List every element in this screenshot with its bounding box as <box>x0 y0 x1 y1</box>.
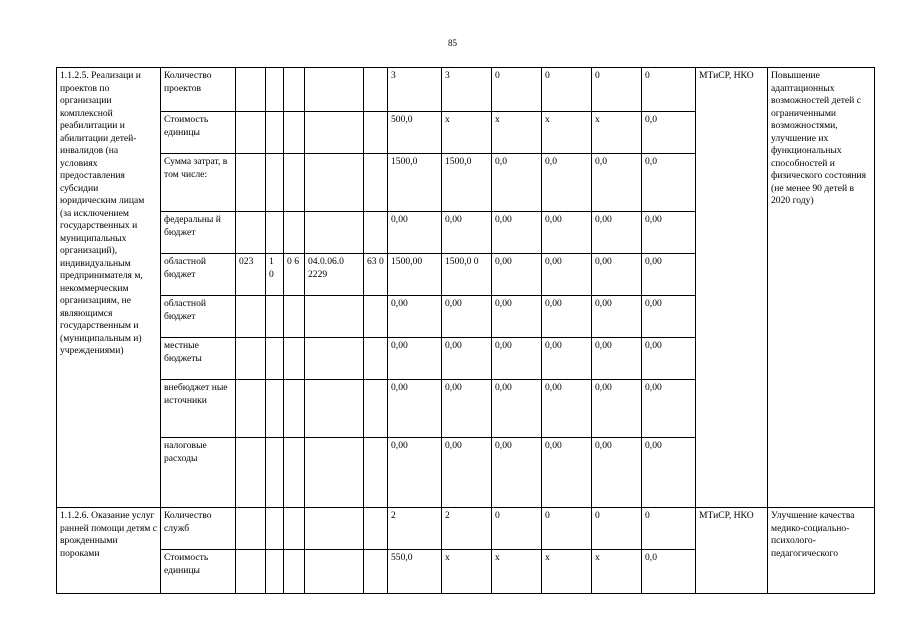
code-cell <box>305 338 364 380</box>
value-cell: 0 <box>592 508 642 550</box>
code-cell <box>266 380 284 438</box>
value-cell: 0,00 <box>592 438 642 508</box>
indicator-label: налоговые расходы <box>161 438 236 508</box>
code-cell <box>364 438 388 508</box>
value-cell: 0,00 <box>388 212 442 254</box>
value-cell: 0,00 <box>642 338 696 380</box>
indicator-label: Количество служб <box>161 508 236 550</box>
value-cell: x <box>542 112 592 154</box>
code-cell: 04.0.06.0 2229 <box>305 254 364 296</box>
executor: МТиСР, НКО <box>696 508 768 594</box>
code-cell <box>266 550 284 594</box>
value-cell: 0,00 <box>642 438 696 508</box>
indicator-label: федеральны й бюджет <box>161 212 236 254</box>
value-cell: 0,00 <box>442 296 492 338</box>
code-cell <box>266 438 284 508</box>
value-cell: 0,00 <box>642 212 696 254</box>
value-cell: 0,00 <box>592 380 642 438</box>
code-cell <box>364 154 388 212</box>
value-cell: 1500,0 <box>442 154 492 212</box>
code-cell <box>236 112 266 154</box>
value-cell: 0,00 <box>442 380 492 438</box>
value-cell: 0,0 <box>642 112 696 154</box>
value-cell: 0,00 <box>592 254 642 296</box>
code-cell <box>236 212 266 254</box>
code-cell <box>284 508 305 550</box>
value-cell: 0 <box>642 68 696 112</box>
code-cell <box>284 212 305 254</box>
code-cell <box>266 508 284 550</box>
code-cell <box>236 550 266 594</box>
value-cell: 0,00 <box>592 212 642 254</box>
value-cell: 0,00 <box>542 212 592 254</box>
value-cell: 1500,00 <box>388 254 442 296</box>
value-cell: 0,00 <box>542 254 592 296</box>
code-cell <box>266 154 284 212</box>
code-cell <box>266 338 284 380</box>
value-cell: 0,0 <box>642 154 696 212</box>
value-cell: 0 <box>492 68 542 112</box>
value-cell: 0,00 <box>542 338 592 380</box>
code-cell: 63 0 <box>364 254 388 296</box>
table-row <box>57 68 875 112</box>
code-cell <box>305 508 364 550</box>
value-cell: 0,00 <box>492 380 542 438</box>
code-cell <box>305 68 364 112</box>
value-cell: 0 <box>592 68 642 112</box>
activity-title: 1.1.2.5. Реализаци и проектов по организации комплексной реабилитации и абилитации детей-инвалидов (на условиях предоставления субсидии юридическим лицам (за исключением государственных и муниципальных организаций), индивидуальным предпринимателя м, некоммерческим организациям, не являющимся государственным и (муниципальным и) учреждениями) <box>57 68 161 508</box>
code-cell: 0 6 <box>284 254 305 296</box>
code-cell <box>364 212 388 254</box>
code-cell <box>305 154 364 212</box>
code-cell <box>284 112 305 154</box>
value-cell: 0,00 <box>442 338 492 380</box>
value-cell: 0,00 <box>442 438 492 508</box>
program-activities-table <box>56 67 875 594</box>
value-cell: 0,00 <box>492 296 542 338</box>
code-cell <box>284 154 305 212</box>
value-cell: 0,00 <box>542 438 592 508</box>
activity-title: 1.1.2.6. Оказание услуг ранней помощи детям с врожденными пороками <box>57 508 161 594</box>
code-cell <box>364 550 388 594</box>
value-cell: 0,00 <box>388 380 442 438</box>
code-cell <box>266 68 284 112</box>
indicator-label: Сумма затрат, в том числе: <box>161 154 236 212</box>
value-cell: 0,00 <box>592 338 642 380</box>
code-cell <box>364 508 388 550</box>
indicator-label: Стоимость единицы <box>161 550 236 594</box>
value-cell: 0,00 <box>492 338 542 380</box>
value-cell: 0 <box>642 508 696 550</box>
code-cell <box>284 338 305 380</box>
code-cell <box>266 296 284 338</box>
code-cell <box>236 154 266 212</box>
code-cell <box>305 550 364 594</box>
code-cell <box>236 508 266 550</box>
value-cell: x <box>442 112 492 154</box>
expected-result: Улучшение качества медико-социально-психолого-педагогического <box>768 508 875 594</box>
value-cell: 0 <box>542 508 592 550</box>
value-cell: 0,00 <box>442 212 492 254</box>
code-cell <box>364 338 388 380</box>
code-cell <box>236 68 266 112</box>
value-cell: 0,00 <box>592 296 642 338</box>
indicator-label: Количество проектов <box>161 68 236 112</box>
code-cell <box>305 212 364 254</box>
value-cell: 0,0 <box>492 154 542 212</box>
value-cell: 3 <box>442 68 492 112</box>
value-cell: 0,00 <box>388 438 442 508</box>
value-cell: 0,00 <box>388 296 442 338</box>
value-cell: x <box>542 550 592 594</box>
code-cell <box>364 68 388 112</box>
code-cell <box>284 380 305 438</box>
value-cell: x <box>442 550 492 594</box>
page-number: 85 <box>448 38 457 48</box>
value-cell: 0,0 <box>592 154 642 212</box>
code-cell: 023 <box>236 254 266 296</box>
value-cell: 0,00 <box>388 338 442 380</box>
value-cell: 0,00 <box>642 380 696 438</box>
value-cell: 0,00 <box>542 296 592 338</box>
indicator-label: областной бюджет <box>161 296 236 338</box>
code-cell <box>236 438 266 508</box>
value-cell: 0,0 <box>542 154 592 212</box>
value-cell: 2 <box>388 508 442 550</box>
value-cell: 0,00 <box>642 296 696 338</box>
value-cell: 0,00 <box>492 438 542 508</box>
value-cell: 0,00 <box>542 380 592 438</box>
code-cell <box>284 438 305 508</box>
code-cell <box>266 112 284 154</box>
code-cell <box>364 296 388 338</box>
code-cell <box>236 380 266 438</box>
value-cell: x <box>492 550 542 594</box>
code-cell <box>364 112 388 154</box>
code-cell <box>284 550 305 594</box>
code-cell <box>305 112 364 154</box>
value-cell: 0,00 <box>492 254 542 296</box>
value-cell: 1500,0 0 <box>442 254 492 296</box>
code-cell <box>284 68 305 112</box>
code-cell <box>305 380 364 438</box>
value-cell: 0 <box>492 508 542 550</box>
value-cell: x <box>492 112 542 154</box>
code-cell <box>266 212 284 254</box>
value-cell: 3 <box>388 68 442 112</box>
value-cell: 1500,0 <box>388 154 442 212</box>
indicator-label: внебюджет ные источники <box>161 380 236 438</box>
code-cell <box>364 380 388 438</box>
table-row <box>57 508 875 550</box>
code-cell <box>305 296 364 338</box>
indicator-label: Стоимость единицы <box>161 112 236 154</box>
value-cell: 0,00 <box>492 212 542 254</box>
indicator-label: местные бюджеты <box>161 338 236 380</box>
value-cell: x <box>592 112 642 154</box>
value-cell: 2 <box>442 508 492 550</box>
indicator-label: областной бюджет <box>161 254 236 296</box>
value-cell: 0,00 <box>642 254 696 296</box>
code-cell <box>305 438 364 508</box>
value-cell: 550,0 <box>388 550 442 594</box>
executor: МТиСР, НКО <box>696 68 768 508</box>
expected-result: Повышение адаптационных возможностей детей с ограниченными возможностями, улучшение их функциональных способностей и физического состояния (не менее 90 детей в 2020 году) <box>768 68 875 508</box>
value-cell: 500,0 <box>388 112 442 154</box>
value-cell: 0 <box>542 68 592 112</box>
code-cell <box>236 296 266 338</box>
code-cell: 1 0 <box>266 254 284 296</box>
code-cell <box>236 338 266 380</box>
code-cell <box>284 296 305 338</box>
value-cell: 0,0 <box>642 550 696 594</box>
value-cell: x <box>592 550 642 594</box>
